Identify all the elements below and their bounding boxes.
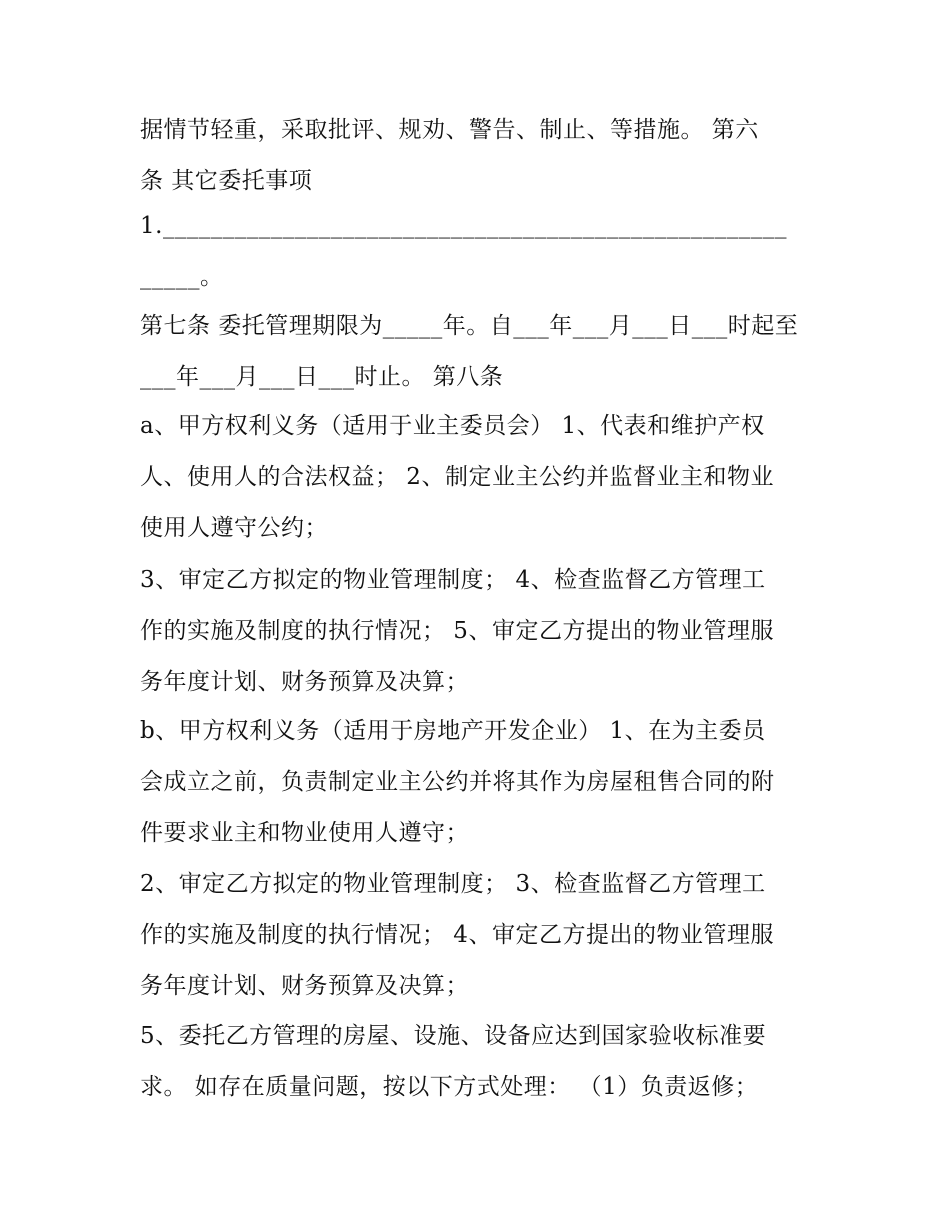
text-line-19: 5、委托乙方管理的房屋、设施、设备应达到国家验收标准要 <box>140 1023 767 1049</box>
text-line-16: 2、审定乙方拟定的物业管理制度； 3、检查监督乙方管理工 <box>140 871 766 897</box>
text-line-12: 务年度计划、财务预算及决算； <box>140 669 469 695</box>
text-line-3: 1.____________________________________________________ <box>140 213 787 239</box>
text-line-20: 求。 如存在质量问题，按以下方式处理： （1）负责返修； <box>140 1074 759 1100</box>
text-line-4: _____。 <box>140 264 224 290</box>
text-line-10: 3、审定乙方拟定的物业管理制度； 4、检查监督乙方管理工 <box>140 567 766 593</box>
text-line-15: 件要求业主和物业使用人遵守； <box>140 820 469 846</box>
text-line-18: 务年度计划、财务预算及决算； <box>140 973 469 999</box>
text-line-6: ___年___月___日___时止。 第八条 <box>140 364 504 390</box>
text-line-5: 第七条 委托管理期限为_____年。自___年___月___日___时起至 <box>140 313 799 339</box>
text-line-7: a、甲方权利义务（适用于业主委员会） 1、代表和维护产权 <box>140 413 765 439</box>
text-line-9: 使用人遵守公约； <box>140 515 328 541</box>
text-line-8: 人、使用人的合法权益； 2、制定业主公约并监督业主和物业 <box>140 464 774 490</box>
text-line-1: 据情节轻重，采取批评、规劝、警告、制止、等措施。 第六 <box>140 117 759 143</box>
text-line-13: b、甲方权利义务（适用于房地产开发企业） 1、在为主委员 <box>140 718 766 744</box>
text-line-14: 会成立之前，负责制定业主公约并将其作为房屋租售合同的附 <box>140 769 775 795</box>
text-line-11: 作的实施及制度的执行情况； 5、审定乙方提出的物业管理服 <box>140 618 774 644</box>
text-line-17: 作的实施及制度的执行情况； 4、审定乙方提出的物业管理服 <box>140 922 774 948</box>
text-line-2: 条 其它委托事项 <box>140 168 313 194</box>
